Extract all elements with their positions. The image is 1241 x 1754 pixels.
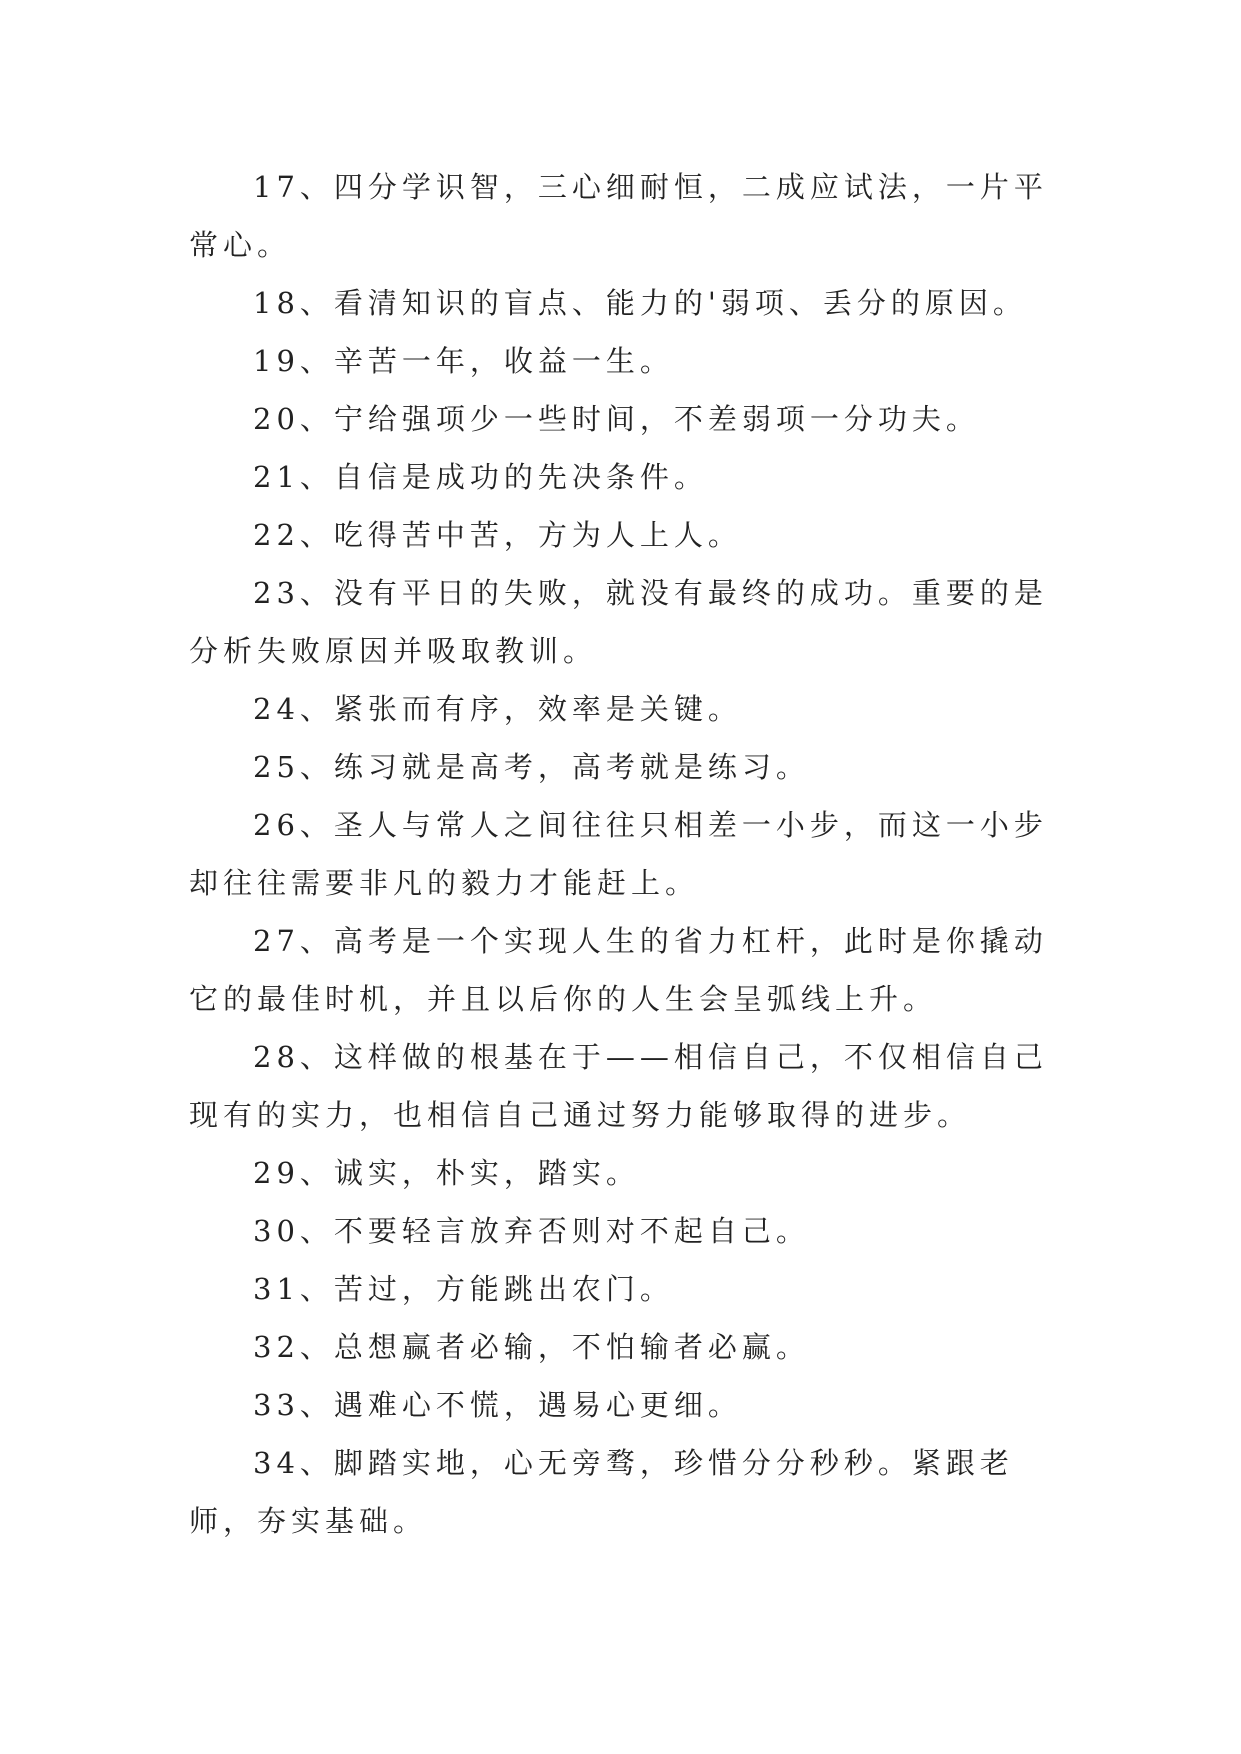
paragraph-28: 28、这样做的根基在于——相信自己，不仅相信自己现有的实力，也相信自己通过努力能够取得的进步。 bbox=[189, 1040, 1048, 1132]
paragraph-34: 34、脚踏实地，心无旁骛，珍惜分分秒秒。紧跟老师，夯实基础。 bbox=[189, 1446, 1014, 1538]
paragraph-29: 29、诚实，朴实，踏实。 bbox=[253, 1156, 640, 1190]
paragraph-17: 17、四分学识智，三心细耐恒，二成应试法，一片平常心。 bbox=[189, 170, 1048, 262]
paragraph-22: 22、吃得苦中苦，方为人上人。 bbox=[253, 518, 742, 552]
paragraph-23: 23、没有平日的失败，就没有最终的成功。重要的是分析失败原因并吸取教训。 bbox=[189, 576, 1048, 668]
paragraph-25: 25、练习就是高考，高考就是练习。 bbox=[253, 750, 810, 784]
paragraph-26: 26、圣人与常人之间往往只相差一小步，而这一小步却往往需要非凡的毅力才能赶上。 bbox=[189, 808, 1048, 900]
paragraph-18: 18、看清知识的盲点、能力的'弱项、丢分的原因。 bbox=[253, 286, 1027, 320]
paragraph-30: 30、不要轻言放弃否则对不起自己。 bbox=[253, 1214, 810, 1248]
paragraph-31: 31、苦过，方能跳出农门。 bbox=[253, 1272, 674, 1306]
document-body bbox=[189, 158, 1054, 1550]
paragraph-32: 32、总想赢者必输，不怕输者必赢。 bbox=[253, 1330, 810, 1364]
paragraph-33: 33、遇难心不慌，遇易心更细。 bbox=[253, 1388, 742, 1422]
paragraph-21: 21、自信是成功的先决条件。 bbox=[253, 460, 708, 494]
paragraph-24: 24、紧张而有序，效率是关键。 bbox=[253, 692, 742, 726]
paragraph-27: 27、高考是一个实现人生的省力杠杆，此时是你撬动它的最佳时机，并且以后你的人生会呈弧线上升。 bbox=[189, 924, 1048, 1016]
paragraph-19: 19、辛苦一年，收益一生。 bbox=[253, 344, 674, 378]
paragraph-20: 20、宁给强项少一些时间，不差弱项一分功夫。 bbox=[253, 402, 980, 436]
